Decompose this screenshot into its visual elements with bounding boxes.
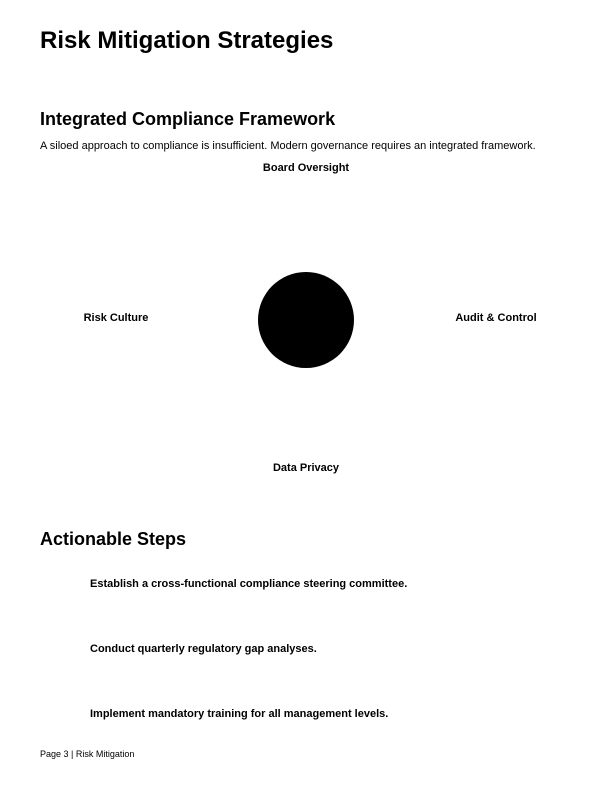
steps-heading: Actionable Steps — [40, 529, 187, 549]
step-item: Establish a cross-functional compliance steering committee. — [90, 578, 408, 590]
step-item: Implement mandatory training for all management levels. — [90, 708, 389, 720]
compliance-hub-circle — [258, 272, 354, 368]
page-footer: Page 3 | Risk Mitigation — [40, 749, 135, 759]
node-risk-culture: Risk Culture — [83, 312, 149, 324]
page-title: Risk Mitigation Strategies — [40, 27, 334, 54]
framework-heading: Integrated Compliance Framework — [40, 109, 336, 129]
framework-intro: A siloed approach to compliance is insufficient. Modern governance requires an integrated framework. — [40, 140, 536, 152]
node-audit-control: Audit & Control — [455, 312, 537, 324]
node-data-privacy: Data Privacy — [272, 462, 340, 474]
node-board-oversight: Board Oversight — [262, 162, 350, 174]
step-item: Conduct quarterly regulatory gap analyses. — [90, 643, 317, 655]
